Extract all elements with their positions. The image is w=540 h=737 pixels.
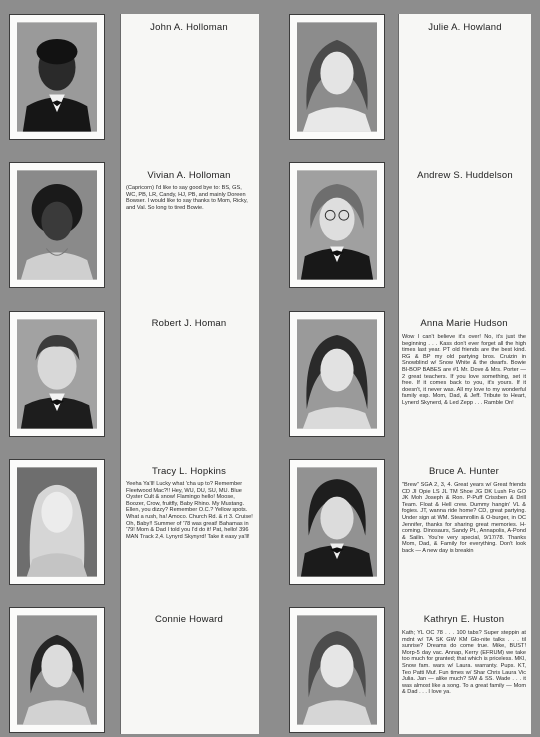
- portrait-photo: [289, 311, 385, 437]
- portrait-image: [17, 170, 97, 280]
- student-bio: Wow I can't believe it's over! No, it's just the beginning . . . Kass don't ever forget all the high times last year. PT old friends are the best kind. RG & BP my old partying bros. Cruizin in Snowblind w/ Snow White & the dwarfs. Bowie BI-BOP BABES are #1 Mr. Dove & Mrs. Porter — 2 great teachers. If you love something, set it free. If it comes back to you, it's yours. If it doesn't, it never was. All my love to my wonderful family esp. Mom, Dad, & Jeff. Tribute to Heart, Lynerd Skynerd, & Led Zepp . . . Ramble On!: [402, 334, 526, 406]
- student-name: Tracy L. Hopkins: [151, 466, 227, 477]
- student-entry: [402, 318, 526, 407]
- student-entry: [124, 466, 254, 540]
- student-name: Anna Marie Hudson: [420, 318, 508, 329]
- portrait-photo: [9, 607, 105, 733]
- portrait-photo: [289, 607, 385, 733]
- portrait-image: [297, 319, 377, 429]
- student-bio: Yeeha Ya'll! Lucky what 'cha up to? Remember Fleetwood Mac?!! Hey, WU, DU, SU, MU. Blue Oyster Cult & snow! Flamingo hello! Moose, Boozer, Crow, fruitfly, Baby Rhino. My Mustang. Ellen, you dizzy? Remember O.C.? Yellow spots. What a rush, ha! Amoco. Church Rd. & rt 3. Cruise! Oh, Baby!! Summer of '78 was great! Bahamas in '79! Mom & Dad I told you I'd do it! Pat, hello! 396 MAN Track 2,4. Lynyrd Skynyrd! Take it easy ya'll!: [126, 481, 253, 540]
- portrait-photo: [9, 162, 105, 288]
- portrait-image: [297, 170, 377, 280]
- portrait-image: [297, 615, 377, 725]
- student-bio: (Capricorn) I'd like to say good bye to: BS, GS, WC, PB, LR, Candy, HJ, PB, and mainly Doreen Bowser. I would like to say thanks to Mom, Ricky, and Val. So long to tired Bowie.: [126, 185, 248, 211]
- portrait-image: [297, 467, 377, 577]
- portrait-photo: [9, 14, 105, 140]
- portrait-photo: [9, 459, 105, 585]
- student-name: Andrew S. Huddelson: [417, 170, 513, 181]
- student-entry: [402, 614, 526, 696]
- student-name: Robert J. Homan: [151, 318, 227, 329]
- student-name: Kathryn E. Huston: [423, 614, 505, 625]
- portrait-image: [17, 22, 97, 132]
- student-name: Bruce A. Hunter: [428, 466, 500, 477]
- student-entry: [402, 22, 528, 33]
- student-entry: [126, 614, 252, 625]
- student-entry: [402, 170, 528, 181]
- portrait-image: [17, 467, 97, 577]
- student-name: Connie Howard: [154, 614, 224, 625]
- student-bio: "Brew" SGA 2, 3, 4. Great years w/ Great friends CD JI Opie LS JL TM Shoe JG DK Lush Fo GO JK Moh Joseph & Ron. P-Puff Crissben & Drill Team. Float & Hell crew. Dummy hangin' VL & fogies. JT, wanna ride home? CD, great partying. Under sign at WM. Steamrollin & O-burger, in OC Jennifer, thanks for sharing great memories. H-coming. Dinosaurs, Sandy Pt., Annapolis, A-Pond & Sailin. You're very special, 9/17/78. Thanks Mom, Dad, & Family for everything. Don't look back — A new day is breakin: [402, 482, 526, 554]
- student-entry: [126, 318, 252, 329]
- student-entry: [124, 170, 254, 211]
- portrait-image: [17, 319, 97, 429]
- portrait-photo: [289, 14, 385, 140]
- portrait-image: [17, 615, 97, 725]
- student-bio: Kath; YL OC 78 . . . 100 tabs? Super steppin at mdnt w/ TA SK GW KM Glo-nite talks . . . til sunrise? Dreams do come true. Mike, BUST! Morp-5 day vac. Annap, Kerry (EFRUM) we take too much for granted; that which is priceless. MKI, Snow fam. wars w/ Laura. warranty. Pups. KT, Teo Patti Muf. Fun times w/ Shar Chris Laura Vic Julia. Jan — alike much? SW & SS. Wade . . . it was almost like a song. To a great family — Mom & Dad . . . I love ya.: [402, 630, 526, 696]
- student-name: Vivian A. Holloman: [147, 170, 231, 181]
- portrait-image: [297, 22, 377, 132]
- portrait-photo: [289, 459, 385, 585]
- student-entry: [402, 466, 526, 555]
- student-entry: [126, 22, 252, 33]
- student-name: John A. Holloman: [150, 22, 228, 33]
- portrait-photo: [289, 162, 385, 288]
- portrait-photo: [9, 311, 105, 437]
- student-name: Julie A. Howland: [428, 22, 502, 33]
- left-text-strip: [120, 14, 259, 734]
